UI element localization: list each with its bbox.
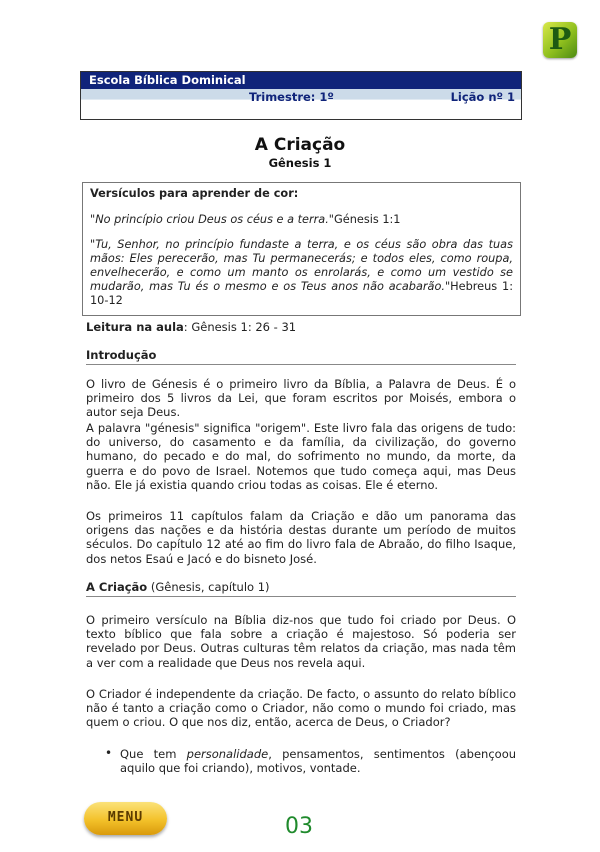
page-number: 03: [285, 814, 313, 839]
verses-heading: Versículos para aprender de cor:: [90, 187, 299, 200]
publisher-logo: P: [543, 22, 577, 58]
menu-button[interactable]: MENU: [84, 802, 167, 835]
creation-paragraph-2: O Criador é independente da criação. De facto, o assunto do relato bíblico não é tanto a criação como o Criador, não como o mundo foi criado, mas quem o criou. O que nos diz, então, acerca de Deus, o Criador?: [86, 687, 516, 730]
lesson-number: Lição nº 1: [450, 90, 515, 104]
creation-bullet-1: Que tem personalidade, pensamentos, sentimentos (abençoou aquilo que foi criando), motivos, vontade.: [120, 747, 517, 776]
verse-2: "Tu, Senhor, no princípio fundaste a terra, e os céus são obra das tuas mãos: Eles perecerão, mas Tu permanecerás; e todos eles, como roupa, envelhecerão, e como um manto os enrolarás, e como um vestido se mudarão, mas Tu és o mesmo e os Teus anos não acabarão."Hebreus 1: 10-12: [90, 238, 513, 307]
creation-paragraph-1: O primeiro versículo na Bíblia diz-nos que tudo foi criado por Deus. O texto bíblico que fala sobre a criação é majestoso. Só poderia ser revelado por Deus. Outras culturas têm relatos da criação, mas nada têm a ver com a realidade que Deus nos revela aqui.: [86, 613, 516, 670]
reading-line: Leitura na aula: Gênesis 1: 26 - 31: [86, 320, 297, 334]
page-subtitle: Gênesis 1: [268, 156, 332, 170]
page-title: A Criação: [254, 135, 346, 155]
intro-paragraph-1: O livro de Génesis é o primeiro livro da Bíblia, a Palavra de Deus. É o primeiro dos 5 livros da Lei, que foram escritos por Moisés, embora o autor seja Deus.: [86, 377, 516, 420]
bullet-icon: •: [105, 746, 113, 760]
creation-heading: A Criação (Gênesis, capítulo 1): [86, 580, 516, 597]
intro-paragraph-2: A palavra "génesis" significa "origem". Este livro fala das origens de tudo: do universo, do casamento e da família, da civilização, do governo humano, do pecado e do mal, do sofrimento no mundo, da morte, da guerra e do povo de Israel. Notemos que tudo começa aqui, mas Deus não. Ele já existia quando criou todas as coisas. Ele é eterno.: [86, 421, 516, 492]
intro-paragraph-3: Os primeiros 11 capítulos falam da Criação e dão um panorama das origens das nações e da história destas durante um período de muitos séculos. Do capítulo 12 até ao fim do livro fala de Abraão, do filho Isaque, dos netos Esaú e Jacó e do bisneto José.: [86, 509, 516, 566]
trimester-label: Trimestre: 1º: [249, 90, 334, 104]
lesson-header: [80, 71, 522, 120]
intro-heading: Introdução: [86, 348, 516, 365]
memory-verses-box: [82, 182, 521, 316]
school-name: Escola Bíblica Dominical: [81, 72, 521, 89]
verse-1: "No princípio criou Deus os céus e a terra."Génesis 1:1: [90, 213, 401, 226]
